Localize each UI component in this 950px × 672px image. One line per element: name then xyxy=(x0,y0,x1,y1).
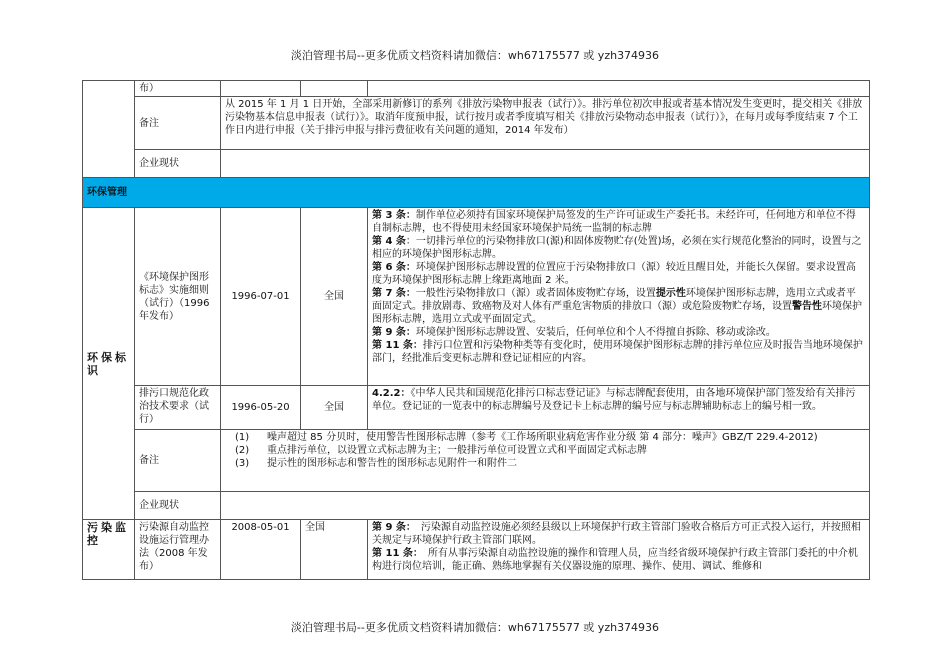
signs-row-1 xyxy=(83,208,870,386)
remark-item: (1) 噪声超过 85 分贝时，使用警告性图形标志牌（参考《工作场所职业病危害作业分级 第 4 部分：噪声》GBZ/T 229.4-2012) xyxy=(235,432,818,443)
monitor-date: 2008-05-01 xyxy=(221,520,301,580)
monitor-row xyxy=(83,520,870,580)
top-category-cell xyxy=(83,81,135,178)
clause-3: 第 3 条：制作单位必须持有国家环境保护局签发的生产许可证或生产委托书。未经许可，任何地方和单位不得自制标志牌，也不得使用未经国家环境保护局统一监制的标志牌 xyxy=(372,210,856,234)
monitor-clause-11: 第 11 条： 所有从事污染源自动监控设施的操作和管理人员，应当经省级环境保护行政主管部门委托的中介机构进行岗位培训，能正确、熟练地掌握有关仪器设施的原理、操作、使用、调试、维修和 xyxy=(372,548,858,572)
clause-9: 第 9 条：环境保护图形标志牌设置、安装后，任何单位和个人不得擅自拆除、移动或涂改。 xyxy=(372,327,776,338)
signs-r2-date: 1996-05-20 xyxy=(221,386,301,430)
clause-6: 第 6 条：环境保护图形标志牌设置的位置应于污染物排放口（源）较近且醒目处，并能长久保留。要求设置高度为环境保护图形标志牌上缘距离地面 2 米。 xyxy=(372,262,856,286)
regulation-table xyxy=(82,80,870,580)
signs-r1-content xyxy=(368,208,870,386)
top-status-value xyxy=(221,150,870,178)
top-remark-label: 备注 xyxy=(135,97,221,150)
signs-status-label: 企业现状 xyxy=(135,492,221,520)
signs-r1-scope: 全国 xyxy=(301,208,368,386)
monitor-name: 污染源自动监控设施运行管理办法（2008 年发布） xyxy=(135,520,221,580)
clause-4: 第 4 条：一切排污单位的污染物排放口(源)和固体废物贮存(处置)场，必须在实行规范化整治的同时，设置与之相应的环境保护图形标志牌。 xyxy=(372,236,862,260)
clause-7: 第 7 条：一般性污染物排放口（源）或者固体废物贮存场，设置提示性环境保护图形标志牌，选用立式或者平面固定式。排放剧毒、致癌物及对人体有严重危害物质的排放口（源）或危险废物贮存场，设置警告性环境保护图形标志牌，选用立式或平面固定式。 xyxy=(372,288,862,325)
signs-remark-list xyxy=(221,430,870,492)
clause-11: 第 11 条：排污口位置和污染物种类等有变化时，使用环境保护图形标志牌的排污单位应及时报告当地环境保护部门，经批准后变更标志牌和登记证相应的内容。 xyxy=(372,340,863,364)
top-remark-row xyxy=(83,97,870,150)
monitor-clause-9: 第 9 条： 污染源自动监控设施必须经县级以上环境保护行政主管部门验收合格后方可正式投入运行，并按照相关规定与环境保护行政主管部门联网。 xyxy=(372,522,861,546)
signs-r2-name: 排污口规范化政治技术要求（试行） xyxy=(135,386,221,430)
section-title: 环保管理 xyxy=(83,178,870,208)
signs-row-2 xyxy=(83,386,870,430)
page-footer: 淡泊管理书局--更多优质文档资料请加微信：wh67175577 或 yzh374936 xyxy=(290,621,660,634)
remark-item: (3) 提示性的图形标志和警告性的图形标志见附件一和附件二 xyxy=(235,458,517,469)
top-status-label: 企业现状 xyxy=(135,150,221,178)
signs-r2-content: 4.2.2：《中华人民共和国规范化排污口标志登记证》与标志牌配套使用，由各地环境保护部门签发给有关排污单位。登记证的一览表中的标志牌编号及登记卡上标志牌的编号应与标志牌辅助标志上的编号相一致。 xyxy=(368,386,870,430)
section-row xyxy=(83,178,870,208)
signs-status-value xyxy=(221,492,870,520)
signs-remark-row xyxy=(83,430,870,492)
remark-item: (2) 重点排污单位，以设置立式标志牌为主；一般排污单位可设置立式和平面固定式标志牌 xyxy=(235,445,647,456)
top-fragment-row xyxy=(83,81,870,97)
signs-remark-label: 备注 xyxy=(135,430,221,492)
top-fragment-name: 布） xyxy=(135,81,221,97)
signs-category: 环保标识 xyxy=(83,208,135,520)
signs-status-row xyxy=(83,492,870,520)
signs-r2-scope: 全国 xyxy=(301,386,368,430)
monitor-content xyxy=(368,520,870,580)
monitor-category: 污染监控 xyxy=(83,520,135,580)
signs-r1-date: 1996-07-01 xyxy=(221,208,301,386)
top-remark-text: 从 2015 年 1 月 1 日开始，全部采用新修订的系列《排放污染物申报表（试行）》。排污单位初次申报或者基本情况发生变更时，提交相关《排放污染物基本信息申报表（试行）》。取消年度预申报，试行按月或者季度填写相关《排放污染物动态申报表（试行）》，在每月或每季度结束 7 个工作日内进行申报（关于排污申报与排污费征收有关问题的通知，2014 年发布） xyxy=(221,97,870,150)
signs-r1-name: 《环境保护图形标志》实施细则（试行）（1996 年发布） xyxy=(135,208,221,386)
page-header: 淡泊管理书局--更多优质文档资料请加微信：wh67175577 或 yzh374936 xyxy=(290,49,660,62)
top-status-row xyxy=(83,150,870,178)
monitor-scope: 全国 xyxy=(301,520,368,580)
